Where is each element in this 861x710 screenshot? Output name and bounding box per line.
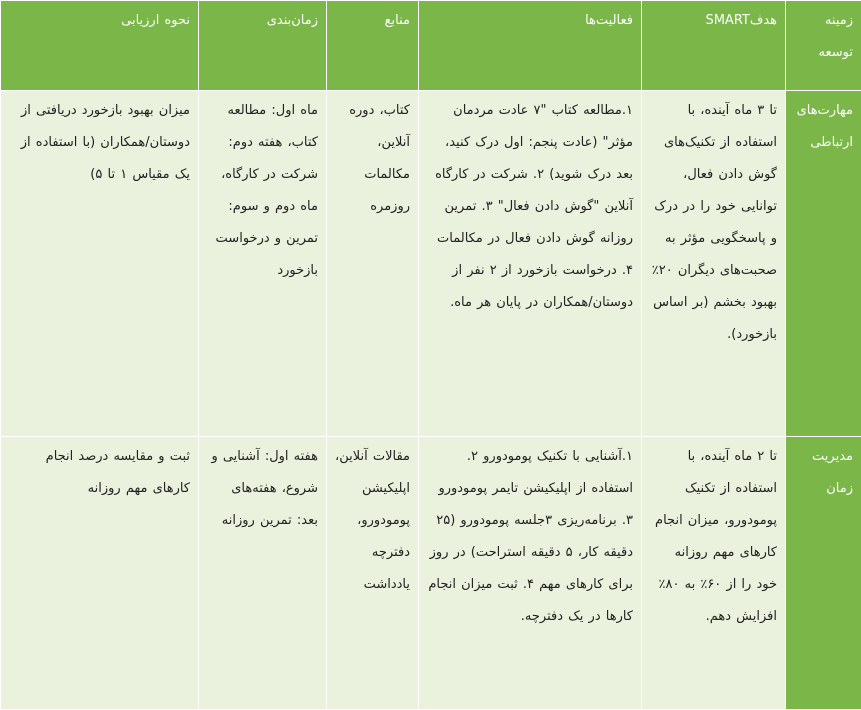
timeline-cell: هفته اول: آشنایی و شروع، هفته‌های بعد: تمرین روزانه xyxy=(199,437,327,710)
topic-cell: مدیریت زمان xyxy=(786,437,861,710)
header-resources: منابع xyxy=(327,1,419,91)
header-goal: هدفSMART xyxy=(642,1,786,91)
table-row xyxy=(1,437,861,710)
header-timeline: زمان‌بندی xyxy=(199,1,327,91)
table-row xyxy=(1,91,861,437)
header-topic: زمینه توسعه xyxy=(786,1,861,91)
goal-cell: تا ۲ ماه آینده، با استفاده از تکنیک پومودورو، میزان انجام کارهای مهم روزانه خود را از ۶۰٪ به ۸۰٪ افزایش دهم. xyxy=(642,437,786,710)
timeline-cell: ماه اول: مطالعه کتاب، هفته دوم: شرکت در کارگاه، ماه دوم و سوم: تمرین و درخواست بازخورد xyxy=(199,91,327,437)
goal-cell: تا ۳ ماه آینده، با استفاده از تکنیک‌های گوش دادن فعال، توانایی خود را در درک و پاسخگویی مؤثر به صحبت‌های دیگران ۲۰٪ بهبود بخشم (بر اساس بازخورد). xyxy=(642,91,786,437)
evaluation-cell: ثبت و مقایسه درصد انجام کارهای مهم روزانه xyxy=(1,437,199,710)
topic-cell: مهارت‌های ارتباطی xyxy=(786,91,861,437)
activities-cell: ۱.مطالعه کتاب "۷ عادت مردمان مؤثر" (عادت پنجم: اول درک کنید، بعد درک شوید) ۲. شرکت در کارگاه آنلاین "گوش دادن فعال" ۳. تمرین روزانه گوش دادن فعال در مکالمات ۴. درخواست بازخورد از ۲ نفر از دوستان/همکاران در پایان هر ماه. xyxy=(419,91,642,437)
resources-cell: مقالات آنلاین، اپلیکیشن پومودورو، دفترچه یادداشت xyxy=(327,437,419,710)
header-evaluation: نحوه ارزیابی xyxy=(1,1,199,91)
resources-cell: کتاب، دوره آنلاین، مکالمات روزمره xyxy=(327,91,419,437)
activities-cell: ۱.آشنایی با تکنیک پومودورو ۲. استفاده از اپلیکیشن تایمر پومودورو ۳. برنامه‌ریزی ۳جلسه پومودورو (۲۵ دقیقه کار، ۵ دقیقه استراحت) در روز برای کارهای مهم ۴. ثبت میزان انجام کارها در یک دفترچه. xyxy=(419,437,642,710)
header-activities: فعالیت‌ها xyxy=(419,1,642,91)
evaluation-cell: میزان بهبود بازخورد دریافتی از دوستان/همکاران (با استفاده از یک مقیاس ۱ تا ۵) xyxy=(1,91,199,437)
header-row xyxy=(1,1,861,91)
